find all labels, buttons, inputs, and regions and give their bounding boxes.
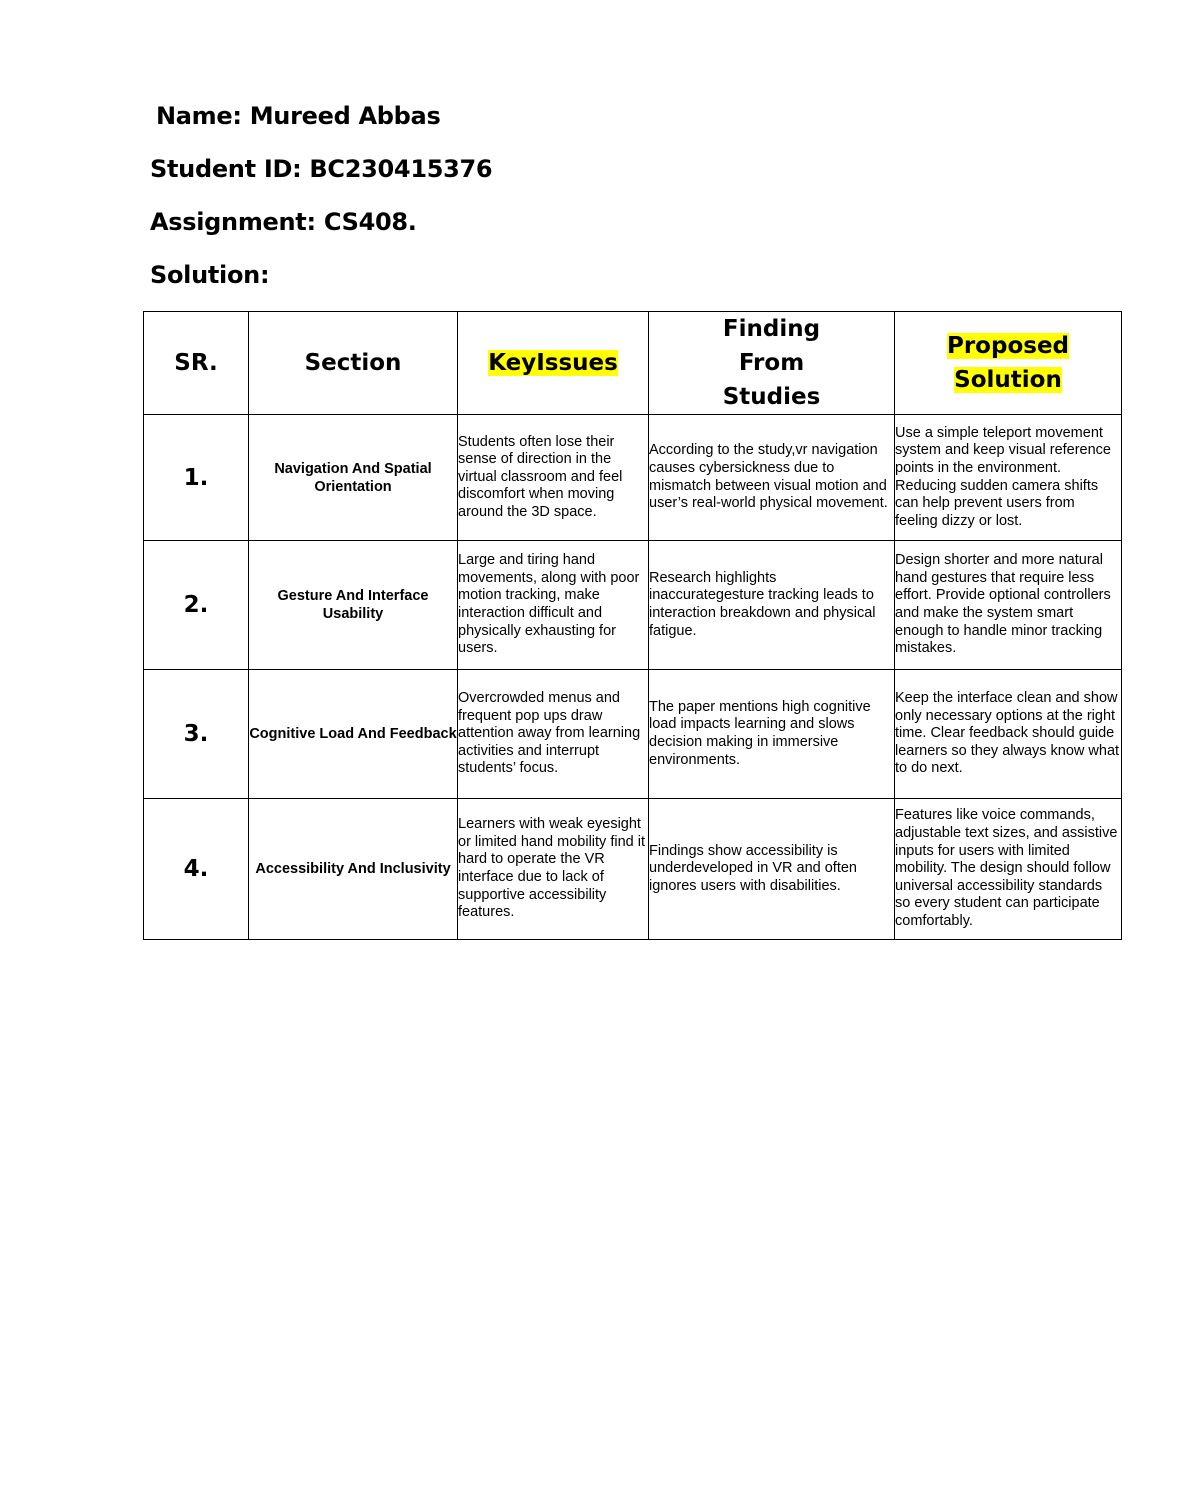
table-header-row [144, 312, 1122, 415]
header-key-issues: KeyIssues [458, 312, 649, 415]
findings-cell: Findings show accessibility is underdeveloped in VR and often ignores users with disabilities. [649, 799, 895, 940]
solution-table [143, 311, 1122, 940]
header-findings: Finding From Studies [649, 312, 895, 415]
section-cell: Cognitive Load And Feedback [249, 670, 458, 799]
section-cell: Navigation And Spatial Orientation [249, 415, 458, 541]
header-section: Section [249, 312, 458, 415]
sr-cell: 3. [144, 670, 249, 799]
findings-cell: According to the study,vr navigation causes cybersickness due to mismatch between visual motion and user’s real-world physical movement. [649, 415, 895, 541]
sr-cell: 4. [144, 799, 249, 940]
table-row [144, 670, 1122, 799]
assignment-heading: Assignment: CS408. [150, 208, 417, 236]
section-cell: Accessibility And Inclusivity [249, 799, 458, 940]
solution-cell: Use a simple teleport movement system and keep visual reference points in the environment. Reducing sudden camera shifts can help prevent users from feeling dizzy or lost. [895, 415, 1122, 541]
solution-heading: Solution: [150, 261, 270, 289]
key-issues-cell: Students often lose their sense of direction in the virtual classroom and feel discomfort when moving around the 3D space. [458, 415, 649, 541]
section-cell: Gesture And Interface Usability [249, 541, 458, 670]
header-proposed-solution: Proposed Solution [895, 312, 1122, 415]
student-id-heading: Student ID: BC230415376 [150, 155, 493, 183]
key-issues-cell: Large and tiring hand movements, along with poor motion tracking, make interaction difficult and physically exhausting for users. [458, 541, 649, 670]
table-row [144, 415, 1122, 541]
sr-cell: 2. [144, 541, 249, 670]
findings-cell: Research highlights inaccurategesture tracking leads to interaction breakdown and physical fatigue. [649, 541, 895, 670]
table-row [144, 799, 1122, 940]
solution-cell: Design shorter and more natural hand gestures that require less effort. Provide optional controllers and make the system smart enough to handle minor tracking mistakes. [895, 541, 1122, 670]
solution-cell: Keep the interface clean and show only necessary options at the right time. Clear feedback should guide learners so they always know what to do next. [895, 670, 1122, 799]
student-name-heading: Name: Mureed Abbas [156, 102, 441, 130]
key-issues-cell: Learners with weak eyesight or limited hand mobility find it hard to operate the VR interface due to lack of supportive accessibility features. [458, 799, 649, 940]
header-sr: SR. [144, 312, 249, 415]
findings-cell: The paper mentions high cognitive load impacts learning and slows decision making in immersive environments. [649, 670, 895, 799]
table-row [144, 541, 1122, 670]
solution-cell: Features like voice commands, adjustable text sizes, and assistive inputs for users with limited mobility. The design should follow universal accessibility standards so every student can participate comfortably. [895, 799, 1122, 940]
sr-cell: 1. [144, 415, 249, 541]
key-issues-cell: Overcrowded menus and frequent pop ups draw attention away from learning activities and interrupt students’ focus. [458, 670, 649, 799]
